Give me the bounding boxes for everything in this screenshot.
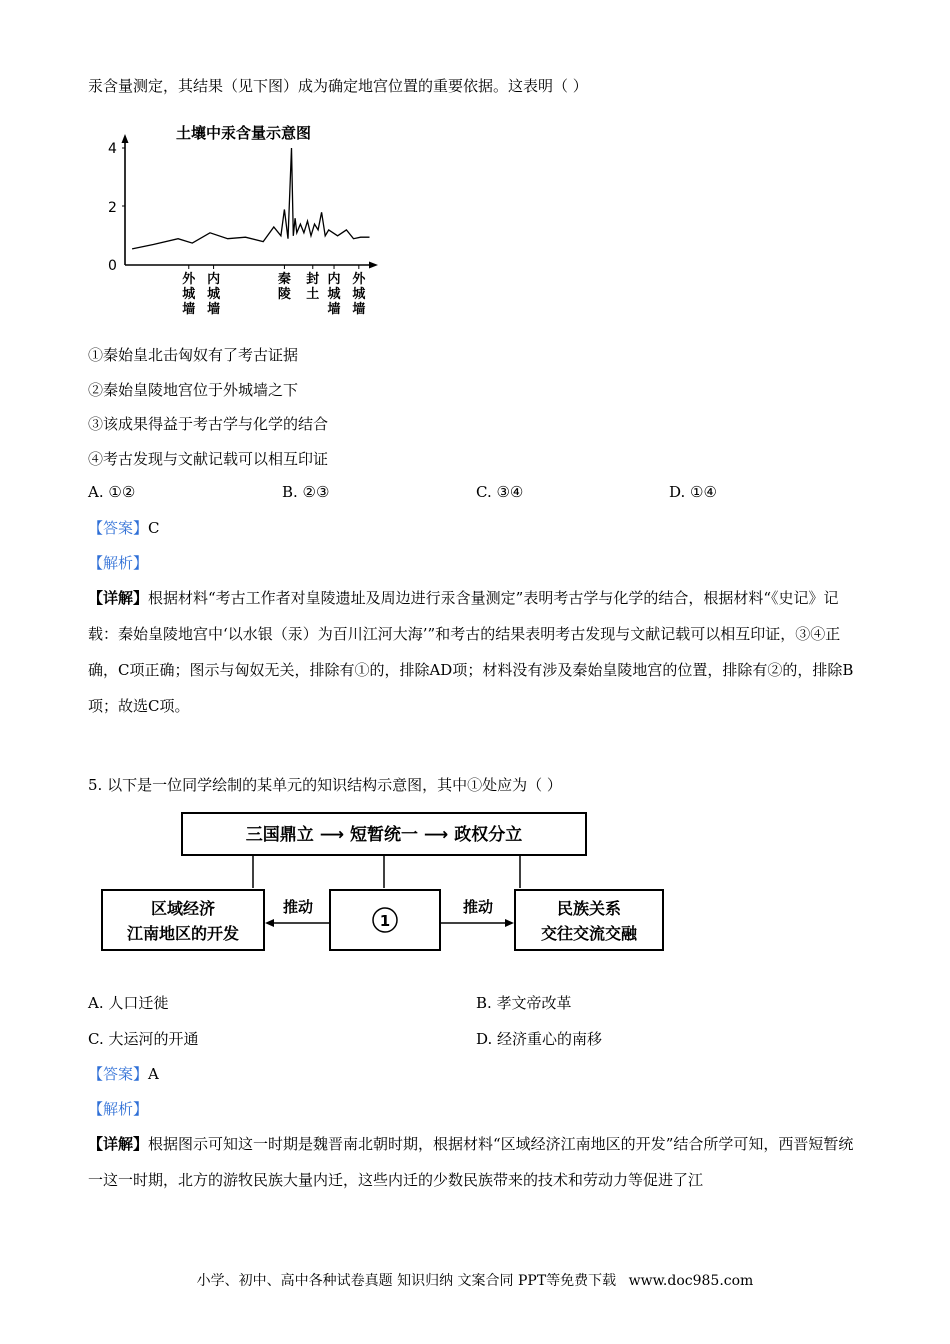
q4-intro: 汞含量测定，其结果（见下图）成为确定地宫位置的重要依据。这表明（ ）: [88, 77, 588, 95]
y-tick-4: 4: [108, 141, 117, 157]
top-box-text: 三国鼎立 ⟶ 短暂统一 ⟶ 政权分立: [245, 825, 523, 845]
left-arrow-head: [265, 919, 274, 927]
x-markers: [182, 265, 366, 317]
q4-option-b: B. ②③: [282, 483, 330, 501]
footer-text: 小学、初中、高中各种试卷真题 知识归纳 文案合同 PPT等免费下载: [196, 1273, 617, 1289]
q5-detail-tag: 【详解】: [88, 1135, 149, 1153]
q5-detail-text: 根据图示可知这一时期是魏晋南北朝时期，根据材料“区域经济江南地区的开发”结合所学可知，西晋短暂统一这一时期，北方的游牧民族大量内迁，这些内迁的少数民族带来的技术和劳动力等促进了江: [88, 1135, 854, 1189]
statement-1: ①秦始皇北击匈奴有了考古证据: [88, 346, 299, 364]
right-arrow-label: 推动: [462, 898, 494, 916]
x-marker-label: 封土: [306, 272, 320, 302]
x-marker-label: 内城墙: [327, 272, 341, 317]
knowledge-diagram: [100, 808, 670, 958]
center-number: 1: [379, 912, 391, 930]
q5-detail: [88, 1126, 868, 1198]
page-footer: [0, 1270, 950, 1290]
right-box-line1: 民族关系: [556, 899, 622, 918]
series-line: [132, 148, 369, 249]
left-box-line1: 区域经济: [150, 899, 216, 918]
q4-detail-tag: 【详解】: [88, 589, 149, 607]
q5-answer-tag: 【答案】: [88, 1065, 149, 1083]
q5-answer-value: A: [148, 1065, 159, 1083]
x-marker-label: 内城墙: [207, 272, 221, 317]
q4-answer: [88, 518, 160, 538]
q4-option-a: A. ①②: [88, 483, 136, 501]
q5-option-c: C. 大运河的开通: [88, 1030, 199, 1048]
y-tick-2: 2: [108, 200, 117, 216]
statement-2: ②秦始皇陵地宫位于外城墙之下: [88, 381, 299, 399]
q5-analysis-tag: 【解析】: [88, 1100, 149, 1118]
q5-stem: 5. 以下是一位同学绘制的某单元的知识结构示意图，其中①处应为（ ）: [88, 776, 562, 794]
chart-title: 土壤中汞含量示意图: [176, 124, 312, 142]
q4-option-c: C. ③④: [476, 483, 524, 501]
q4-analysis-tag: 【解析】: [88, 554, 149, 572]
q4-detail-text: 根据材料“考古工作者对皇陵遗址及周边进行汞含量测定”表明考古学与化学的结合，根据材料“《史记》记载：秦始皇陵地宫中‘以水银（汞）为百川江河大海’”和考古的结果表明考古发现与文献记载可以相互印证，③④正确，C项正确；图示与匈奴无关，排除有①的，排除AD项；材料没有涉及秦始皇陵地宫的位置，排除有②的，排除B项；故选C项。: [88, 589, 854, 715]
q5-answer: [88, 1064, 159, 1084]
x-marker-label: 外城墙: [182, 272, 196, 317]
statement-3: ③该成果得益于考古学与化学的结合: [88, 415, 329, 433]
q4-answer-value: C: [148, 519, 160, 537]
q4-option-d: D. ①④: [669, 483, 717, 501]
statement-4: ④考古发现与文献记载可以相互印证: [88, 450, 329, 468]
left-arrow-label: 推动: [282, 898, 314, 916]
q4-answer-tag: 【答案】: [88, 519, 149, 537]
mercury-chart: [98, 118, 398, 323]
q5-option-b: B. 孝文帝改革: [476, 994, 572, 1012]
footer-url[interactable]: www.doc985.com: [628, 1273, 754, 1289]
q4-detail: [88, 580, 868, 724]
right-arrow-head: [505, 919, 514, 927]
right-box-line2: 交往交流交融: [540, 924, 638, 943]
q5-option-d: D. 经济重心的南移: [476, 1030, 603, 1048]
q5-option-a: A. 人口迁徙: [88, 994, 169, 1012]
x-marker-label: 秦陵: [277, 272, 291, 302]
y-axis-arrow: [122, 134, 129, 143]
y-tick-0: 0: [108, 258, 117, 274]
left-box-line2: 江南地区的开发: [126, 924, 240, 943]
x-axis-arrow: [369, 262, 378, 269]
x-marker-label: 外城墙: [352, 272, 366, 317]
